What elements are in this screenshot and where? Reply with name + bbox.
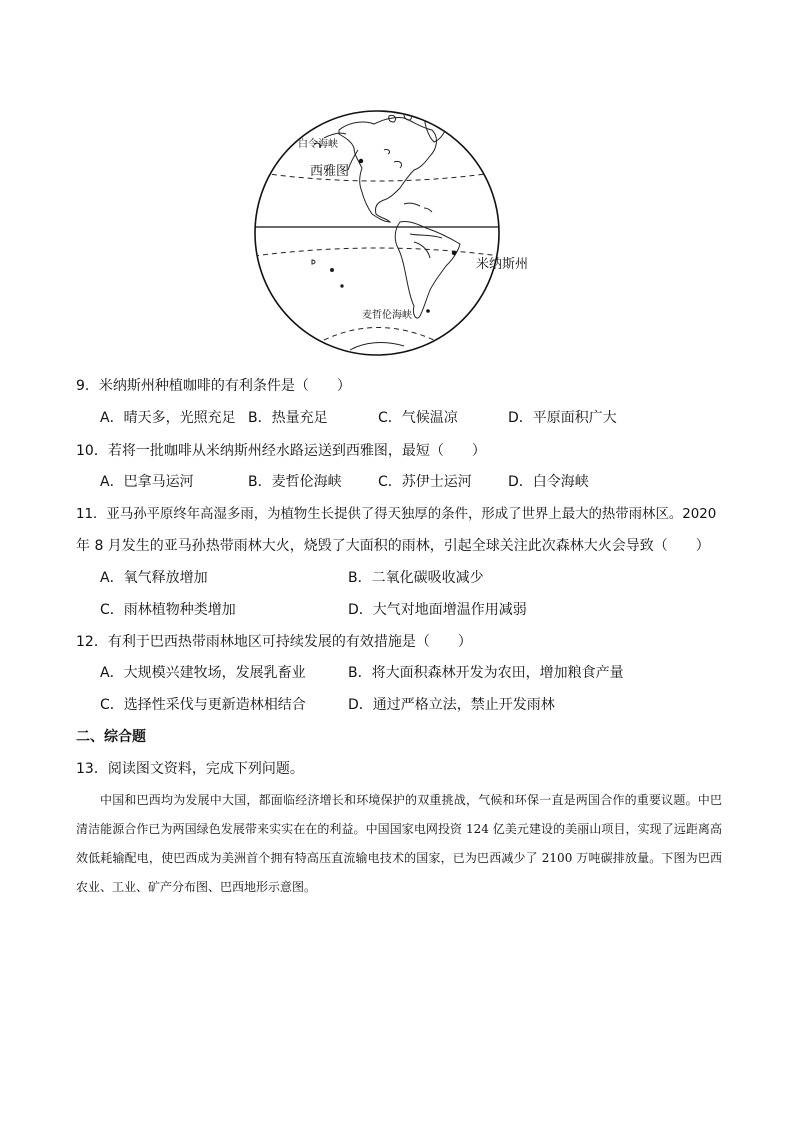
seattle-dot bbox=[359, 159, 363, 163]
question-12-option-a: A．大规模兴建牧场，发展乳畜业 bbox=[100, 665, 306, 681]
question-13-passage: 中国和巴西均为发展中大国，都面临经济增长和环境保护的双重挑战，气候和环保一直是两国合作的重要议题。中巴清洁能源合作已为两国绿色发展带来实实在在的利益。中国国家电网投资 124 亿美元建设的美丽山项目，实现了远距离高效低耗输配电，使巴西成为美洲首个拥有特高压直流输电技术的国家，已为巴西减少了 2100 万吨碳排放量。下图为巴西农业、工业、矿产分布图、巴西地形示意图。 bbox=[76, 793, 722, 894]
bering-strait-label: 白令海峡 bbox=[298, 139, 338, 150]
hemisphere-map bbox=[254, 110, 529, 356]
minas-dot bbox=[452, 251, 456, 255]
question-9-option-b: B．热量充足 bbox=[248, 410, 328, 426]
question-11-stem-line2: 年 8 月发生的亚马孙热带雨林大火，烧毁了大面积的雨林，引起全球关注此次森林大火会导致（ ） bbox=[76, 538, 710, 554]
question-11-option-a: A．氧气释放增加 bbox=[100, 570, 208, 586]
question-11-option-b: B．二氧化碳吸收减少 bbox=[348, 570, 484, 586]
magellan-dot bbox=[426, 309, 430, 313]
minas-gerais-label: 米纳斯州 bbox=[476, 257, 529, 272]
question-12-option-b: B．将大面积森林开发为农田，增加粮食产量 bbox=[348, 665, 624, 681]
question-9-option-c: C．气候温凉 bbox=[378, 410, 458, 426]
question-12-option-d: D．通过严格立法，禁止开发雨林 bbox=[348, 697, 555, 713]
question-10-option-d: D．白令海峡 bbox=[508, 474, 589, 490]
question-11-option-c: C．雨林植物种类增加 bbox=[100, 602, 236, 618]
question-11-option-d: D．大气对地面增温作用减弱 bbox=[348, 602, 527, 618]
section-title: 二、综合题 bbox=[76, 729, 146, 745]
question-9-option-a: A．晴天多，光照充足 bbox=[100, 410, 236, 426]
question-13-stem: 13．阅读图文资料，完成下列问题。 bbox=[76, 761, 304, 777]
question-10-stem: 10．若将一批咖啡从米纳斯州经水路运送到西雅图，最短（ ） bbox=[76, 443, 486, 459]
seattle-label: 西雅图 bbox=[310, 164, 350, 179]
question-12-stem: 12．有利于巴西热带雨林地区可持续发展的有效措施是（ ） bbox=[76, 634, 472, 650]
question-10-option-a: A．巴拿马运河 bbox=[100, 474, 194, 490]
question-12-option-c: C．选择性采伐与更新造林相结合 bbox=[100, 697, 306, 713]
question-9-option-d: D．平原面积广大 bbox=[508, 410, 617, 426]
question-10-option-c: C．苏伊士运河 bbox=[378, 474, 472, 490]
question-10-option-b: B．麦哲伦海峡 bbox=[248, 474, 342, 490]
magellan-strait-label: 麦哲伦海峡 bbox=[362, 310, 412, 321]
question-9-stem: 9．米纳斯州种植咖啡的有利条件是（ ） bbox=[76, 378, 351, 394]
question-11-stem-line1: 11．亚马孙平原终年高湿多雨，为植物生长提供了得天独厚的条件，形成了世界上最大的热带雨林区。2020 bbox=[76, 507, 717, 522]
